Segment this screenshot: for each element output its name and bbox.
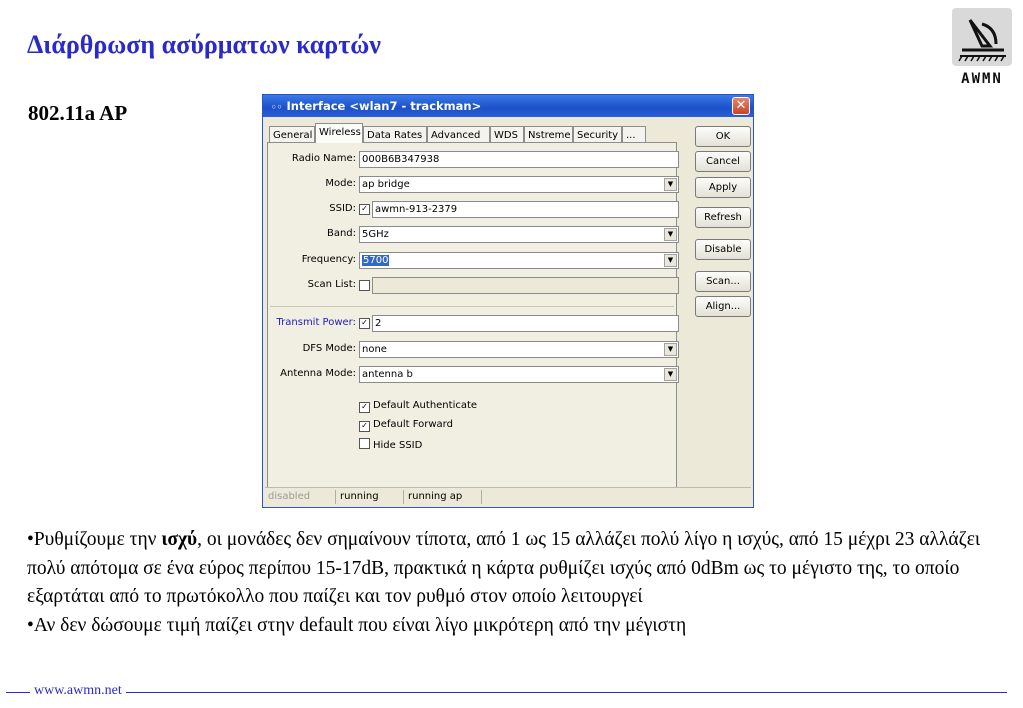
bullet-1-start: •Ρυθμίζουμε την [27,529,162,550]
status-bar [265,487,751,505]
scan-list-label: Scan List: [307,279,356,290]
default-forward-label: Default Forward [373,419,453,430]
tab-wireless[interactable]: Wireless [315,123,363,143]
chevron-down-icon[interactable]: ▼ [664,228,677,241]
bullet-1-bold: ισχύ [161,529,198,550]
dfs-mode-label: DFS Mode: [302,343,356,354]
apply-button[interactable]: Apply [695,177,751,198]
chevron-down-icon[interactable]: ▼ [664,368,677,381]
radio-name-field[interactable] [359,151,679,168]
refresh-button[interactable]: Refresh [695,207,751,228]
wireless-panel [267,142,677,488]
band-value: 5GHz [362,229,389,240]
band-label: Band: [326,228,356,239]
ssid-checkbox[interactable]: ✓ [359,204,370,215]
mode-select[interactable] [359,176,679,193]
tab-general[interactable]: General [269,126,315,143]
tab-data-rates[interactable]: Data Rates [363,126,427,143]
slide-subtitle: 802.11a AP [28,101,128,125]
antenna-icon [952,8,1012,66]
transmit-power-label: Transmit Power: [276,317,356,328]
ok-button[interactable]: OK [695,126,751,147]
mode-value: ap bridge [362,179,410,190]
default-authenticate-option[interactable] [359,400,477,413]
default-authenticate-checkbox[interactable]: ✓ [359,402,370,413]
tab-wds[interactable]: WDS [490,126,524,143]
chevron-down-icon[interactable]: ▼ [664,178,677,191]
status-running-ap: running ap [408,491,463,502]
close-icon: ✕ [735,98,747,113]
scan-list-field[interactable] [372,277,679,294]
tab-advanced[interactable]: Advanced [427,126,490,143]
ssid-field[interactable] [372,201,679,218]
footer-line [6,692,1007,693]
dialog-title: Interface <wlan7 - trackman> [286,99,482,113]
band-select[interactable] [359,226,679,243]
status-divider [403,490,404,504]
scan-list-checkbox[interactable] [359,280,370,291]
awmn-logo [946,8,1018,88]
chevron-down-icon[interactable]: ▼ [664,343,677,356]
footer-url[interactable]: www.awmn.net [30,683,126,699]
scan-button[interactable]: Scan... [695,271,751,292]
antenna-mode-label: Antenna Mode: [280,368,356,379]
dfs-mode-select[interactable] [359,341,679,358]
default-authenticate-label: Default Authenticate [373,400,478,411]
hide-ssid-label: Hide SSID [373,440,423,451]
transmit-power-checkbox[interactable]: ✓ [359,318,370,329]
status-divider [335,490,336,504]
ssid-value: awmn-913-2379 [375,204,458,215]
chevron-down-icon[interactable]: ▼ [664,254,677,267]
bullet-2: •Αν δεν δώσουμε τιμή παίζει στην default που είναι λίγο μικρότερη από την μέγιστη [27,614,687,636]
antenna-mode-value: antenna b [362,369,413,380]
default-forward-option[interactable] [359,419,453,432]
hide-ssid-option[interactable] [359,438,422,451]
logo-text: AWMN [961,71,1003,87]
hide-ssid-checkbox[interactable] [359,438,370,449]
status-running: running [340,491,379,502]
frequency-label: Frequency: [301,254,356,265]
antenna-mode-select[interactable] [359,366,679,383]
status-disabled: disabled [268,491,311,502]
bullet-1-rest: , οι μονάδες δεν σημαίνουν τίποτα, από 1 ως 15 αλλάζει πολύ λίγο η ισχύς, από 15 μέχρι 23 αλλάζει πολύ απότομα σε ένα εύρος περίπου 15-17dB, πρακτικά η κάρτα ρυθμίζει ισχύς από 0dBm ως το μέγιστο της, το οποίο εξαρτάται από το πρωτόκολλο που παίζει και τον ρυθμό στον οποίο λειτουργεί [27,529,981,608]
transmit-power-value: 2 [375,318,382,329]
divider [270,306,674,307]
align-button[interactable]: Align... [695,296,751,317]
frequency-select[interactable] [359,252,679,269]
radio-name-value: 000B6B347938 [362,154,440,165]
status-divider [481,490,482,504]
slide-title: Διάρθρωση ασύρματων καρτών [27,30,381,59]
tab-security[interactable]: Security [573,126,622,143]
close-button[interactable] [732,97,750,115]
tab-nstreme[interactable]: Nstreme [524,126,573,143]
radio-name-label: Radio Name: [291,153,356,164]
disable-button[interactable]: Disable [695,239,751,260]
frequency-value: 5700 [363,255,389,266]
transmit-power-field[interactable] [372,315,679,332]
dfs-mode-value: none [362,344,387,355]
mode-label: Mode: [325,178,356,189]
default-forward-checkbox[interactable]: ✓ [359,421,370,432]
interface-dialog [262,94,754,508]
cancel-button[interactable]: Cancel [695,151,751,172]
ssid-label: SSID: [329,203,356,214]
body-text [27,526,997,640]
bullet-1 [27,526,997,612]
window-icon: ◦◦ [271,103,283,113]
dialog-titlebar[interactable] [263,95,753,117]
tab-more[interactable]: ... [622,126,646,143]
